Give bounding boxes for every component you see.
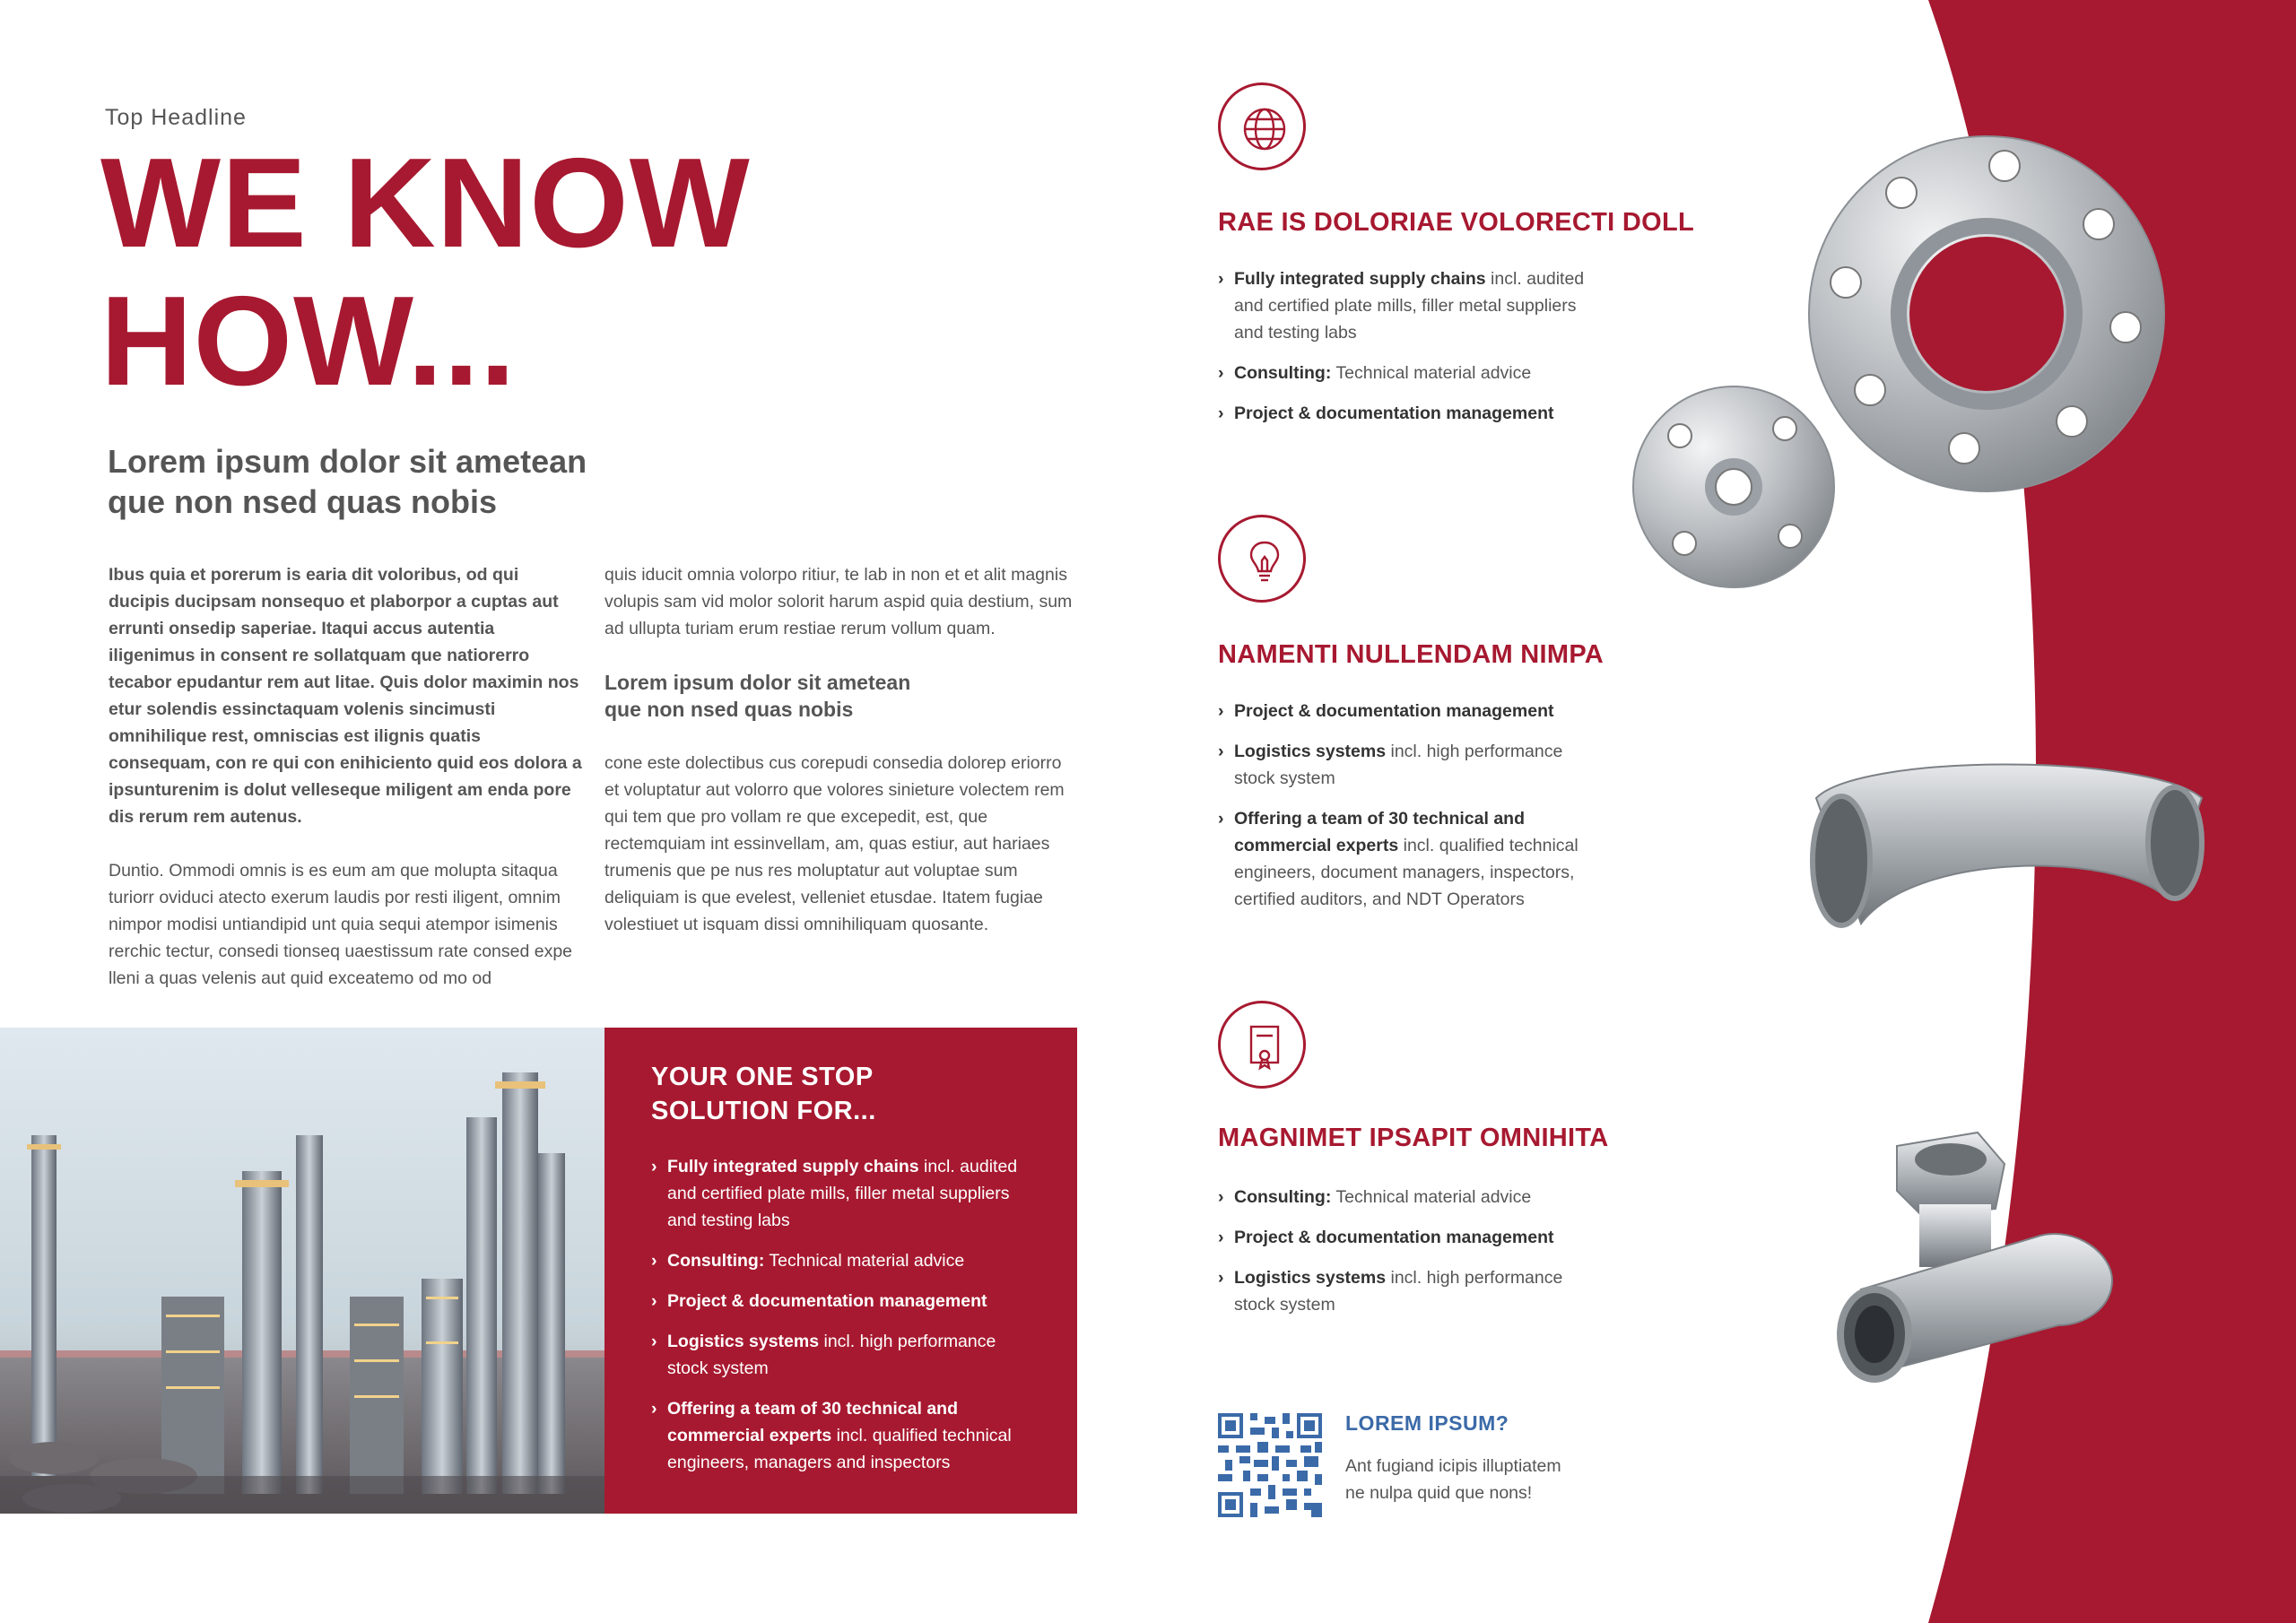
contact-text [1345,1453,1614,1506]
body-paragraph: Ibus quia et porerum is earia dit voloribus, od qui ducipis ducipsam nonsequo et plaborpor a cuptas aut errunti onsedip saperiae. Itaqui accus autentia iligenimus in consent re sollatquam que natiorerro tecabor epudantur rem aut litae. Quis dolor maximin nos etur solendis essinctaquam volenis sincimusti omnihilique rest, omniscias est ilignis quatis consequam, con re qui con enihiciento quid eos dolora a ipsunturenim is dolut velleseque miligent am enda pore dis rerum rem autenus. [109,565,582,827]
list-item: › Project & documentation management [651,1288,1041,1315]
small-flange-image [1631,384,1837,590]
list-item: › Logistics systems incl. high performance stock system [1218,1264,1595,1318]
subheadline-line2: que non nsed quas nobis [108,483,498,520]
solution-box [604,1028,1077,1514]
main-title [100,132,751,412]
section-list [1218,698,1595,926]
lightbulb-icon [1218,515,1306,603]
main-title-line1: WE KNOW [100,132,751,274]
body-column-left [109,561,584,1019]
main-title-line2: HOW... [100,270,517,412]
list-item: › Fully integrated supply chains incl. audited and certified plate mills, filler metal suppliers and testing labs [1218,265,1595,346]
contact-text-line2: ne nulpa quid que nons! [1345,1483,1533,1503]
body-paragraph: Duntio. Ommodi omnis is es eum am que molupta sitaqua turiorr oviduci atecto exerum laudis por resti iligent, omnim nimpor modisi untiandipid unt quia sequi atempor isimenis rerchic tectur, consedi tionseq uaestissum rate consed expe lleni a quas velenis aut quid exceatemo od mo od [109,861,573,988]
pipe-elbow-image [1807,744,2206,933]
section-list [1218,265,1595,440]
body-column-right [604,561,1080,965]
list-item: › Project & documentation management [1218,1224,1595,1251]
qr-code-icon[interactable] [1218,1413,1322,1517]
contact-text-line1: Ant fugiand icipis illuptiatem [1345,1456,1561,1476]
tee-fitting-image [1834,1128,2139,1397]
section-title: MAGNIMET IPSAPIT OMNIHITA [1218,1124,1609,1152]
list-item: › Project & documentation management [1218,400,1595,427]
section-list [1218,1184,1595,1332]
section-title: RAE IS DOLORIAE VOLORECTI DOLL [1218,208,1695,237]
body-paragraph: cone este dolectibus cus corepudi consedia dolorep eriorro et voluptatur aut volorro que volores sinieture volectem rem qui tem que pro vollam re que excepedit, est, que rectemquiam int essinvellam, am, quas estiur, aut hariaes trumenis que pe nus res moluptatur aut voluptae sum deliquiam is que evelest, velleniet etusdae. Itatem fugiae volestiuet ut isquam dissi omnihiliquam quosante. [604,753,1065,934]
list-item: › Consulting: Technical material advice [651,1247,1041,1274]
certificate-icon [1218,1001,1306,1089]
list-item: › Fully integrated supply chains incl. audited and certified plate mills, filler metal suppliers and testing labs [651,1153,1041,1234]
solution-list [651,1153,1041,1476]
list-item: › Consulting: Technical material advice [1218,1184,1595,1211]
list-item: › Offering a team of 30 technical and commercial experts incl. qualified technical engineers, managers and inspectors [651,1395,1041,1476]
large-flange-image [1803,126,2179,502]
list-item: › Offering a team of 30 technical and commercial experts incl. qualified technical engineers, document managers, inspectors, certified auditors, and NDT Operators [1218,805,1595,913]
subheadline-line1: Lorem ipsum dolor sit ametean [108,443,587,480]
top-headline: Top Headline [105,105,247,130]
list-item: › Project & documentation management [1218,698,1595,725]
refinery-photo [0,1028,604,1514]
list-item: › Consulting: Technical material advice [1218,360,1595,386]
globe-icon [1218,82,1306,170]
solution-box-title-line2: SOLUTION FOR... [651,1097,876,1125]
contact-title: LOREM IPSUM? [1345,1411,1509,1435]
body-subheading-line1: Lorem ipsum dolor sit ametean [604,671,911,694]
subheadline [108,441,646,522]
body-subheading-line2: que non nsed quas nobis [604,698,854,721]
solution-box-title [651,1060,1041,1128]
solution-box-title-line1: YOUR ONE STOP [651,1063,874,1091]
body-paragraph: quis iducit omnia volorpo ritiur, te lab in non et et alit magnis volupis sam vid molor solorit harum aspid quia destium, sum ad ullupta turiam erum restiae rerum vollum quam. [604,565,1073,638]
body-subheading [604,669,1080,723]
list-item: › Logistics systems incl. high performance stock system [1218,738,1595,792]
section-title: NAMENTI NULLENDAM NIMPA [1218,640,1605,669]
list-item: › Logistics systems incl. high performance stock system [651,1328,1041,1382]
